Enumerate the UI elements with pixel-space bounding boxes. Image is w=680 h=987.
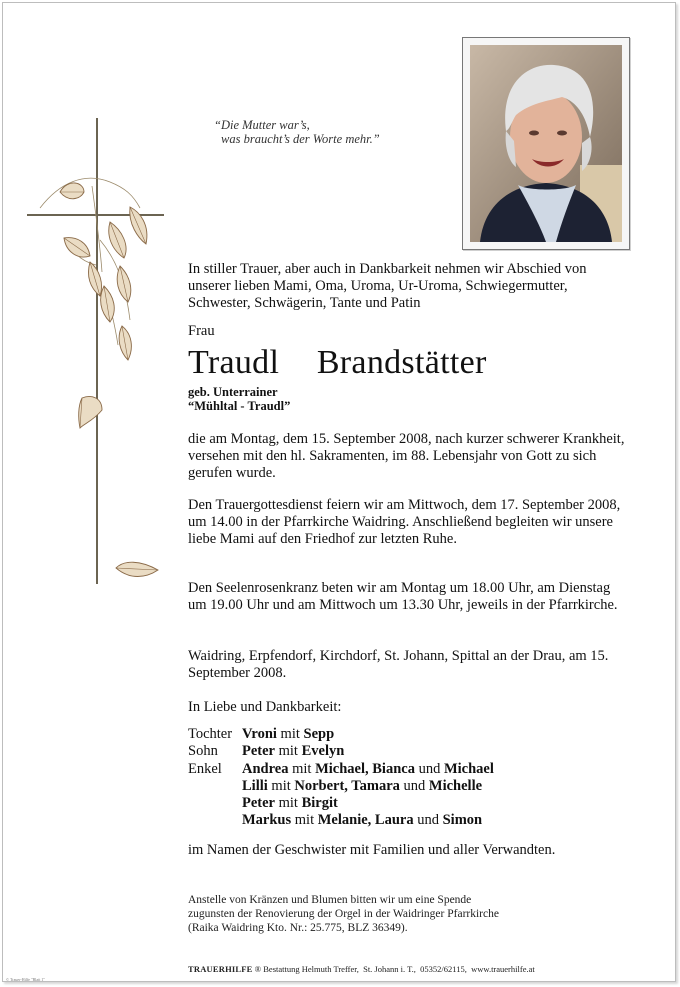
maiden-name-block bbox=[188, 385, 290, 413]
family-connector: mit bbox=[278, 743, 298, 760]
maiden-name: geb. Unterrainer bbox=[188, 385, 278, 399]
family-member: Vroni bbox=[242, 726, 277, 742]
family-member: Michelle bbox=[428, 777, 483, 794]
family-row-enkel-3 bbox=[188, 795, 494, 812]
quote bbox=[214, 118, 380, 146]
place-date-paragraph: Waidring, Erpfendorf, Kirchdorf, St. Johann, Spittal an der Drau, am 15. September 2008. bbox=[188, 648, 609, 681]
family-member: Norbert, Tamara bbox=[294, 777, 400, 794]
family-connector: mit bbox=[292, 760, 312, 777]
love-line: In Liebe und Dankbarkeit: bbox=[188, 699, 342, 715]
service-paragraph: Den Trauergottesdienst feiern wir am Mittwoch, dem 17. September 2008, um 14.00 in der Pfarrkirche Waidring. Anschließend begleiten wir unsere liebe Mami auf den Friedhof zur letzten Ruhe. bbox=[188, 497, 621, 547]
relatives-line: im Namen der Geschwister mit Familien und aller Verwandten. bbox=[188, 842, 556, 858]
rosary-paragraph: Den Seelenrosenkranz beten wir am Montag um 18.00 Uhr, am Dienstag um 19.00 Uhr und am Mittwoch um 13.30 Uhr, jeweils in der Pfarrkirche. bbox=[188, 580, 618, 613]
family-member: Markus bbox=[242, 812, 292, 829]
family-member: Peter bbox=[242, 795, 275, 812]
family-member: Evelyn bbox=[301, 743, 345, 760]
quote-line-2: was braucht’s der Worte mehr.” bbox=[221, 132, 380, 146]
portrait-photo-frame bbox=[462, 37, 630, 250]
donation-line-3: (Raika Waidring Kto. Nr.: 25.775, BLZ 36349). bbox=[188, 922, 408, 934]
salutation: Frau bbox=[188, 323, 215, 339]
portrait-photo bbox=[470, 45, 622, 242]
family-row-sohn bbox=[188, 743, 494, 760]
family-connector: mit bbox=[271, 777, 291, 794]
family-role: Enkel bbox=[188, 760, 222, 777]
nickname: “Mühltal - Traudl” bbox=[188, 399, 291, 413]
family-member: Lilli bbox=[242, 777, 268, 794]
family-connector: mit bbox=[278, 795, 298, 812]
family-member: Michael, Bianca bbox=[315, 760, 415, 777]
family-role: Tochter bbox=[188, 726, 233, 742]
family-member: Melanie, Laura bbox=[317, 812, 414, 829]
footer bbox=[188, 964, 535, 974]
family-member: Simon bbox=[442, 812, 483, 829]
death-paragraph: die am Montag, dem 15. September 2008, nach kurzer schwerer Krankheit, versehen mit den hl. Sakramenten, im 88. Lebensjahr von Gott zu sich gerufen wurde. bbox=[188, 431, 625, 481]
family-list bbox=[188, 726, 494, 830]
family-member: Andrea bbox=[242, 760, 289, 777]
deceased-name: Traudl Brandstätter bbox=[188, 344, 487, 381]
quote-line-1: “Die Mutter war’s, bbox=[214, 118, 310, 132]
family-role: Sohn bbox=[188, 743, 218, 760]
family-row-tochter bbox=[188, 726, 494, 743]
family-row-enkel-2 bbox=[188, 778, 494, 795]
intro-text: In stiller Trauer, aber auch in Dankbarkeit nehmen wir Abschied von unserer lieben Mami, Oma, Uroma, Ur-Uroma, Schwiegermutter, Schwester, Schwägerin, Tante und Patin bbox=[188, 261, 587, 311]
footer-text: ® Bestattung Helmuth Treffer, St. Johann i. T., 05352/62115, www.trauerhilfe.at bbox=[252, 964, 535, 974]
family-connector: und bbox=[403, 777, 426, 794]
family-member: Peter bbox=[242, 743, 275, 760]
family-member: Sepp bbox=[303, 726, 335, 742]
family-connector: mit bbox=[294, 812, 315, 829]
family-connector: und bbox=[417, 812, 439, 829]
footer-brand: TRAUERHILFE bbox=[188, 964, 253, 974]
cross-with-leaves-illustration bbox=[0, 0, 180, 600]
donation-line-2: zugunsten der Renovierung der Orgel in der Waidringer Pfarrkirche bbox=[188, 908, 499, 920]
family-row-enkel-4 bbox=[188, 812, 494, 829]
family-connector: mit bbox=[280, 726, 300, 742]
small-print: © Trauer-Hilfe "Blatt 1" bbox=[6, 977, 45, 982]
family-member: Michael bbox=[443, 760, 494, 777]
donation-note bbox=[188, 893, 499, 935]
family-connector: und bbox=[418, 760, 441, 777]
donation-line-1: Anstelle von Kränzen und Blumen bitten wir um eine Spende bbox=[188, 894, 472, 906]
family-row-enkel-1 bbox=[188, 761, 494, 778]
family-member: Birgit bbox=[301, 795, 338, 812]
